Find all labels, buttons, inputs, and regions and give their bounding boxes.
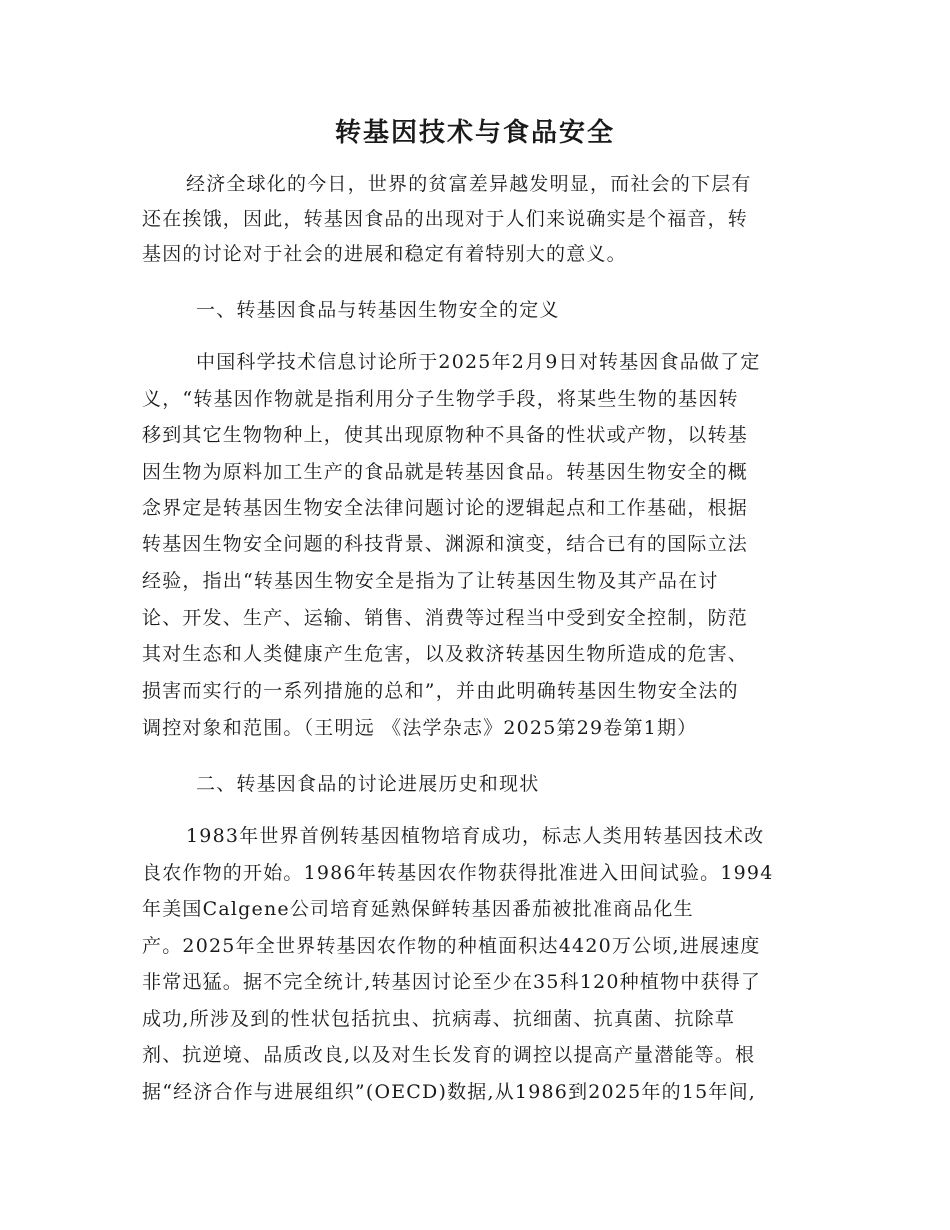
text-line: 论、开发、生产、运输、销售、消费等过程当中受到安全控制，防范 [142, 607, 749, 629]
text-line: 良农作物的开始。1986年转基因农作物获得批准进入田间试验。1994 [142, 862, 774, 884]
section-heading-2: 二、转基因食品的讨论进展历史和现状 [196, 773, 540, 795]
text-line: 据“经济合作与进展组织”(OECD)数据,从1986到2025年的15年间, [142, 1081, 757, 1103]
section-heading-1: 一、转基因食品与转基因生物安全的定义 [196, 299, 560, 321]
text-line: 经验，指出“转基因生物安全是指为了让转基因生物及其产品在讨 [142, 570, 719, 592]
text-line: 其对生态和人类健康产生危害，以及救济转基因生物所造成的危害、 [142, 643, 749, 665]
text-line: 剂、抗逆境、品质改良,以及对生长发育的调控以提高产量潜能等。根 [142, 1044, 756, 1066]
text-line: 产。2025年全世界转基因农作物的种植面积达4420万公顷,进展速度 [142, 935, 761, 957]
text-line: 因生物为原料加工生产的食品就是转基因食品。转基因生物安全的概 [142, 461, 749, 483]
text-line: 转基因生物安全问题的科技背景、渊源和演变，结合已有的国际立法 [142, 533, 749, 555]
text-line: 念界定是转基因生物安全法律问题讨论的逻辑起点和工作基础，根据 [142, 497, 749, 519]
text-line: 中国科学技术信息讨论所于2025年2月9日对转基因食品做了定 [196, 351, 761, 373]
text-line: 移到其它生物物种上，使其出现原物种不具备的性状或产物，以转基 [142, 424, 749, 446]
text-line: 经济全球化的今日，世界的贫富差异越发明显，而社会的下层有 [186, 173, 752, 195]
text-line: 基因的讨论对于社会的进展和稳定有着特别大的意义。 [142, 243, 627, 265]
text-line: 非常迅猛。据不完全统计,转基因讨论至少在35科120种植物中获得了 [142, 971, 762, 993]
text-line: 调控对象和范围。（王明远 《法学杂志》2025第29卷第1期） [142, 717, 698, 739]
document-title: 转基因技术与食品安全 [334, 118, 615, 148]
text-line: 成功,所涉及到的性状包括抗虫、抗病毒、抗细菌、抗真菌、抗除草 [142, 1008, 736, 1030]
text-line: 还在挨饿，因此，转基因食品的出现对于人们来说确实是个福音，转 [142, 208, 749, 230]
text-line: 年美国Calgene公司培育延熟保鲜转基因番茄被批准商品化生 [142, 898, 694, 920]
text-line: 义，“转基因作物就是指利用分子生物学手段，将某些生物的基因转 [142, 388, 739, 410]
text-line: 损害而实行的一系列措施的总和”，并由此明确转基因生物安全法的 [142, 680, 739, 702]
text-line: 1983年世界首例转基因植物培育成功，标志人类用转基因技术改 [186, 825, 765, 847]
